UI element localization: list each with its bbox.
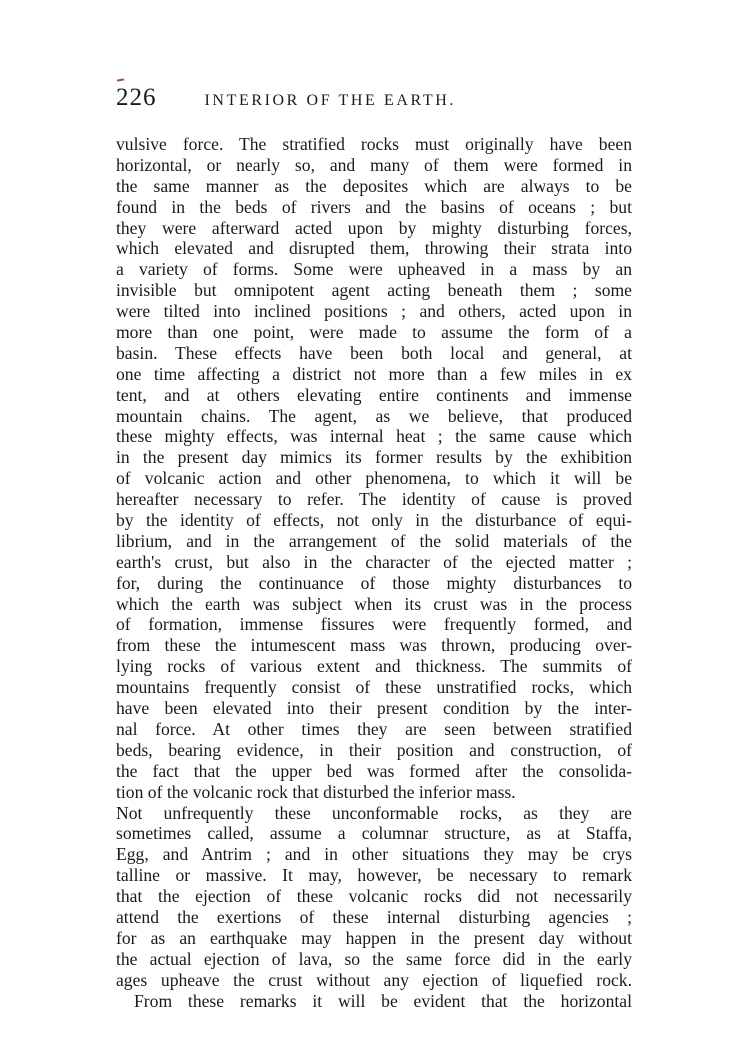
text-line: librium, and in the arrangement of the solid materials of the bbox=[116, 530, 632, 551]
body-text bbox=[116, 134, 632, 1011]
text-line: one time affecting a district not more than a few miles in ex bbox=[116, 363, 632, 384]
running-head: INTERIOR OF THE EARTH. bbox=[204, 92, 456, 109]
text-line: mountain chains. The agent, as we believe, that produced bbox=[116, 405, 632, 426]
text-line: which the earth was subject when its crust was in the process bbox=[116, 593, 632, 614]
text-line: tent, and at others elevating entire continents and immense bbox=[116, 384, 632, 405]
page-header bbox=[116, 84, 636, 118]
text-line: From these remarks it will be evident that the horizontal bbox=[134, 990, 632, 1011]
text-line: Egg, and Antrim ; and in other situations they may be crys bbox=[116, 844, 632, 865]
text-line: attend the exertions of these internal disturbing agencies ; bbox=[116, 906, 632, 927]
text-line: by the identity of effects, not only in the disturbance of equi- bbox=[116, 510, 632, 531]
text-line: earth's crust, but also in the character of the ejected matter ; bbox=[116, 551, 632, 572]
page-number: 226 bbox=[116, 84, 157, 111]
text-line: they were afterward acted upon by mighty disturbing forces, bbox=[116, 217, 632, 238]
text-line: for, during the continuance of those mighty disturbances to bbox=[116, 572, 632, 593]
text-line: found in the beds of rivers and the basins of oceans ; but bbox=[116, 196, 632, 217]
text-line: which elevated and disrupted them, throwing their strata into bbox=[116, 238, 632, 259]
ink-mark bbox=[117, 78, 124, 81]
text-line: horizontal, or nearly so, and many of them were formed in bbox=[116, 154, 632, 175]
text-line: were tilted into inclined positions ; and others, acted upon in bbox=[116, 301, 632, 322]
text-line: in the present day mimics its former results by the exhibition bbox=[116, 447, 632, 468]
text-line: of volcanic action and other phenomena, to which it will be bbox=[116, 468, 632, 489]
text-line: for as an earthquake may happen in the present day without bbox=[116, 927, 632, 948]
text-line: invisible but omnipotent agent acting beneath them ; some bbox=[116, 280, 632, 301]
text-line: tion of the volcanic rock that disturbed the inferior mass. bbox=[116, 781, 516, 802]
text-line: mountains frequently consist of these unstratified rocks, which bbox=[116, 677, 632, 698]
text-line: hereafter necessary to refer. The identity of cause is proved bbox=[116, 489, 632, 510]
text-line: Not unfrequently these unconformable rocks, as they are bbox=[116, 802, 632, 823]
text-line: that the ejection of these volcanic rocks did not necessarily bbox=[116, 886, 632, 907]
text-line: sometimes called, assume a columnar structure, as at Staffa, bbox=[116, 823, 632, 844]
text-line: vulsive force. The stratified rocks must originally have been bbox=[116, 134, 632, 154]
text-line: basin. These effects have been both local and general, at bbox=[116, 342, 632, 363]
text-line: of formation, immense fissures were frequently formed, and bbox=[116, 614, 632, 635]
text-line: have been elevated into their present condition by the inter- bbox=[116, 698, 632, 719]
text-line: the same manner as the deposites which are always to be bbox=[116, 175, 632, 196]
text-line: these mighty effects, was internal heat ; the same cause which bbox=[116, 426, 632, 447]
text-line: the fact that the upper bed was formed after the consolida- bbox=[116, 760, 632, 781]
text-line: the actual ejection of lava, so the same force did in the early bbox=[116, 948, 632, 969]
text-line: lying rocks of various extent and thickness. The summits of bbox=[116, 656, 632, 677]
text-line: ages upheave the crust without any ejection of liquefied rock. bbox=[116, 969, 632, 990]
text-line: talline or massive. It may, however, be necessary to remark bbox=[116, 865, 632, 886]
text-line: a variety of forms. Some were upheaved in a mass by an bbox=[116, 259, 632, 280]
text-line: beds, bearing evidence, in their position and construction, of bbox=[116, 739, 632, 760]
text-line: nal force. At other times they are seen between stratified bbox=[116, 718, 632, 739]
text-line: from these the intumescent mass was thrown, producing over- bbox=[116, 635, 632, 656]
text-line: more than one point, were made to assume the form of a bbox=[116, 322, 632, 343]
